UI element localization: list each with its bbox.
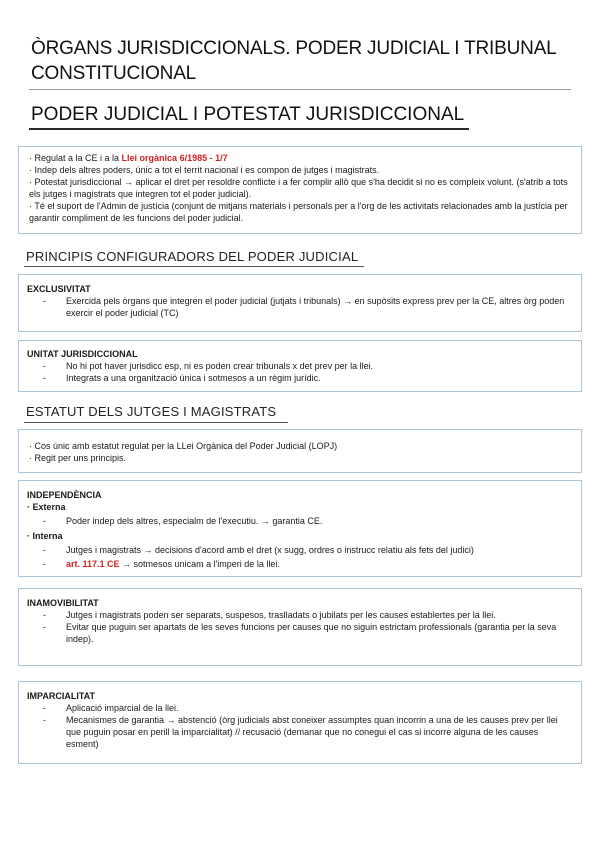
intro-box [18,146,582,234]
list-item: - Mecanismes de garantia → abstenció (òrg judicials abst coneixer assumptes quan incorrin a una de les causes prev per llei que puguin posar en perill la imparcialitat) // recusació (demanar que no conegui el cas si incorre alguna de les causes esment) [27,714,571,750]
estatut-intro-line-2: · Regit per uns principis. [29,453,127,463]
section-heading-principis: PRINCIPIS CONFIGURADORS DEL PODER JUDICIAL [26,249,359,264]
article-reference: art. 117.1 CE [66,559,120,569]
estatut-intro-box [18,429,582,473]
exclusivitat-list [27,295,571,319]
section-heading-estatut: ESTATUT DELS JUTGES I MAGISTRATS [26,404,277,419]
independencia-box [18,480,582,577]
independencia-heading: INDEPENDÈNCIA [27,490,102,500]
intro-line-4: · Té el suport de l'Admin de justícia (conjunt de mitjans materials i personals per a l'org de les activitats relacionades amb la justícia per garantir compliment de les funcions del poder judicial. [29,201,568,223]
list-item: - Poder indep dels altres, especialm de l'executiu. → garantia CE. [27,515,571,527]
exclusivitat-heading: EXCLUSIVITAT [27,284,91,294]
list-item: - Evitar que puguin ser apartats de les seves funcions per causes que no siguin estrictam professionals (garantia per la seva indep). [27,621,571,645]
list-item: - Aplicació imparcial de la llei. [27,702,571,714]
section-rule-estatut [24,422,288,423]
unitat-heading: UNITAT JURISDICCIONAL [27,349,138,359]
interna-list [27,544,571,570]
externa-list [27,515,571,527]
main-title: ÒRGANS JURISDICCIONALS. PODER JUDICIAL I TRIBUNAL CONSTITUCIONAL [31,38,556,84]
inamovibilitat-list [27,609,571,645]
list-item: - Jutges i magistrats poden ser separats, suspesos, traslladats o jubilats per les causes establertes per la llei. [27,609,571,621]
unitat-list [27,360,571,384]
inamovibilitat-box [18,588,582,666]
imparcialitat-heading: IMPARCIALITAT [27,691,95,701]
estatut-intro-line-1: · Cos únic amb estatut regulat per la LLei Orgànica del Poder Judicial (LOPJ) [29,441,338,451]
list-item: - No hi pot haver jurisdicc esp, ni es poden crear tribunals x det prev per la llei. [27,360,571,372]
list-item: - Exercida pels òrgans que integren el poder judicial (jutjats i tribunals) → en supòsits express prev per la CE, altres òrg poden exercir el poder judicial (TC) [27,295,571,319]
inamovibilitat-heading: INAMOVIBILITAT [27,598,99,608]
intro-line-3: · Potestat jurisdiccional → aplicar el dret per resoldre conflicte i a fer complir allò que s'ha decidit si no es compleix volunt. (s'atrib a tots els jutges i magistrats que integren tot el poder judicial). [29,177,568,199]
imparcialitat-box [18,681,582,764]
list-item: - Jutges i magistrats → decisions d'acord amb el dret (x sugg, ordres o instrucc relatiu als fets del judici) [27,544,571,556]
interna-label: · Interna [27,531,63,541]
intro-line-2: · Indep dels altres poders, únic a tot el territ nacional i es compon de jutges i magistrats. [29,165,380,175]
externa-label: · Externa [27,502,66,512]
exclusivitat-box [18,274,582,332]
intro-line-1 [29,152,571,164]
list-item-text: → sotmesos unicam a l'imperi de la llei. [119,559,280,569]
list-item [27,558,571,570]
title-divider [29,89,571,90]
law-reference: Llei orgànica 6/1985 - 1/7 [121,153,228,163]
intro-line-1-text: · Regulat a la CE i a la [29,153,122,163]
list-item: - Integrats a una organització única i sotmesos a un règim jurídic. [27,372,571,384]
subtitle-underline [29,128,469,130]
sub-title: PODER JUDICIAL I POTESTAT JURISDICCIONAL [31,104,465,125]
imparcialitat-list [27,702,571,750]
unitat-box [18,340,582,392]
section-rule-principis [24,266,364,267]
